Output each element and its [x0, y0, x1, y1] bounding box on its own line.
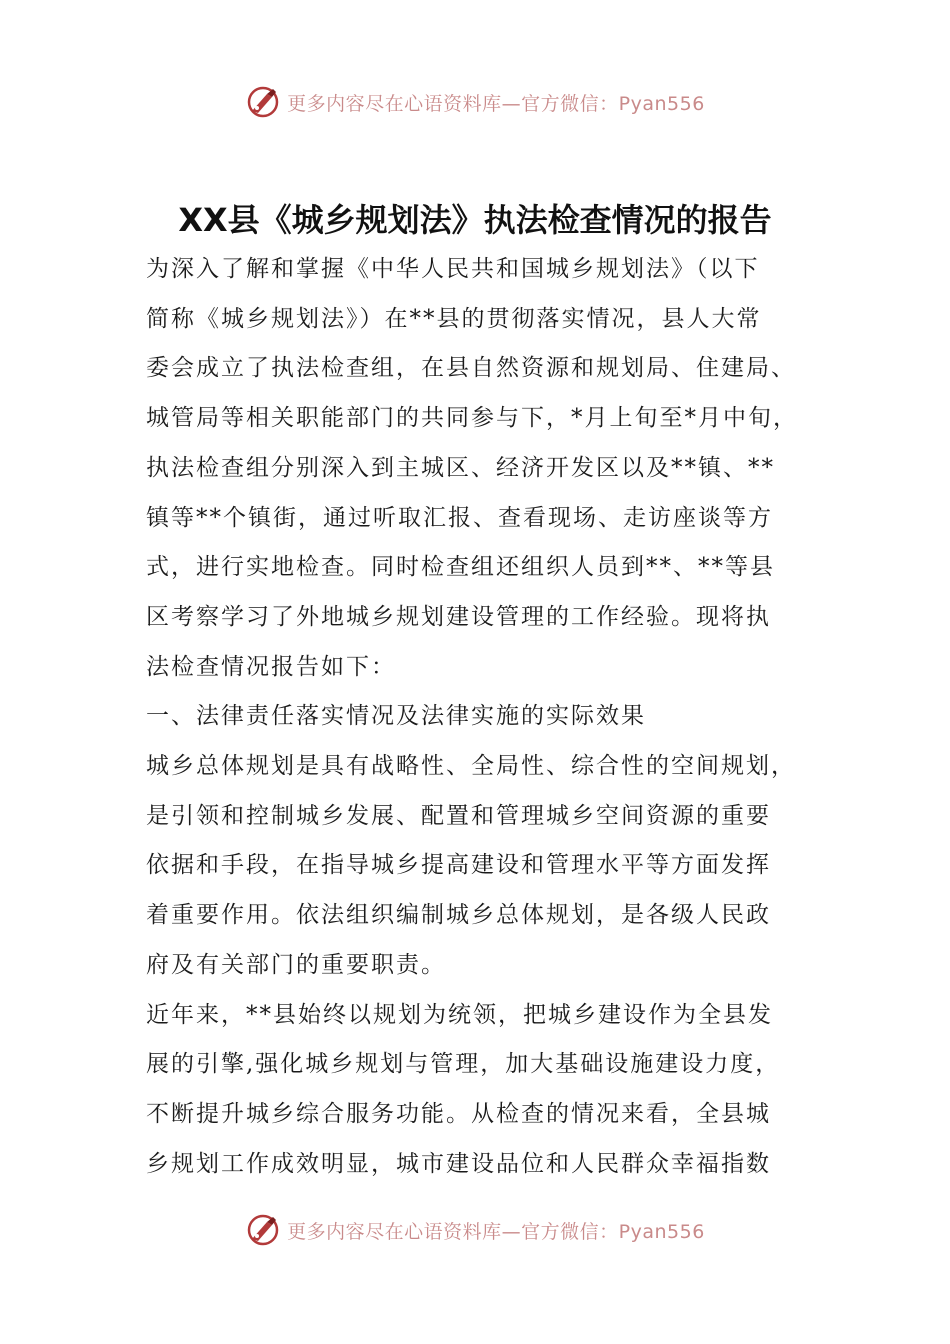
paragraph-intro: 为深入了解和掌握《中华人民共和国城乡规划法》（以下 简称《城乡规划法》）在**县的贯彻落实情况，县人大常 委会成立了执法检查组，在县自然资源和规划局、住建局、 城管局等相关职能部门的共同参与下，*月上旬至*月中旬， 执法检查组分别深入到主城区、经济开发区以及**镇、** 镇等**个镇街，通过听取汇报、查看现场、走访座谈等方 式，进行实地检查。同时检查组还组织人员到**、**等县 区考察学习了外地城乡规划建设管理的工作经验。现将执 法检查情况报告如下： — [146, 256, 798, 680]
footer-watermark — [0, 1208, 950, 1252]
paragraph-overall-planning: 城乡总体规划是具有战略性、全局性、综合性的空间规划， 是引领和控制城乡发展、配置和管理城乡空间资源的重要 依据和手段，在指导城乡提高建设和管理水平等方面发挥 着重要作用。依法组织编制城乡总体规划，是各级人民政 府及有关部门的重要职责。 — [146, 753, 796, 978]
document-title: XX县《城乡规划法》执法检查情况的报告 — [178, 201, 772, 239]
pen-nib-circle-logo-icon — [245, 84, 281, 120]
paragraph-recent-years: 近年来，**县始终以规划为统领，把城乡建设作为全县发 展的引擎,强化城乡规划与管理，加大基础设施建设力度， 不断提升城乡综合服务功能。从检查的情况来看，全县城 乡规划工作成效明显，城市建设品位和人民群众幸福指数 — [146, 1001, 781, 1177]
section-heading-1: 一、法律责任落实情况及法律实施的实际效果 — [146, 703, 646, 730]
pen-nib-circle-logo-icon — [245, 1212, 281, 1248]
watermark-text: 更多内容尽在心语资料库—官方微信：Pyan556 — [287, 1220, 705, 1243]
watermark-text: 更多内容尽在心语资料库—官方微信：Pyan556 — [287, 92, 705, 115]
document-body — [146, 245, 826, 1189]
header-watermark — [0, 80, 950, 124]
